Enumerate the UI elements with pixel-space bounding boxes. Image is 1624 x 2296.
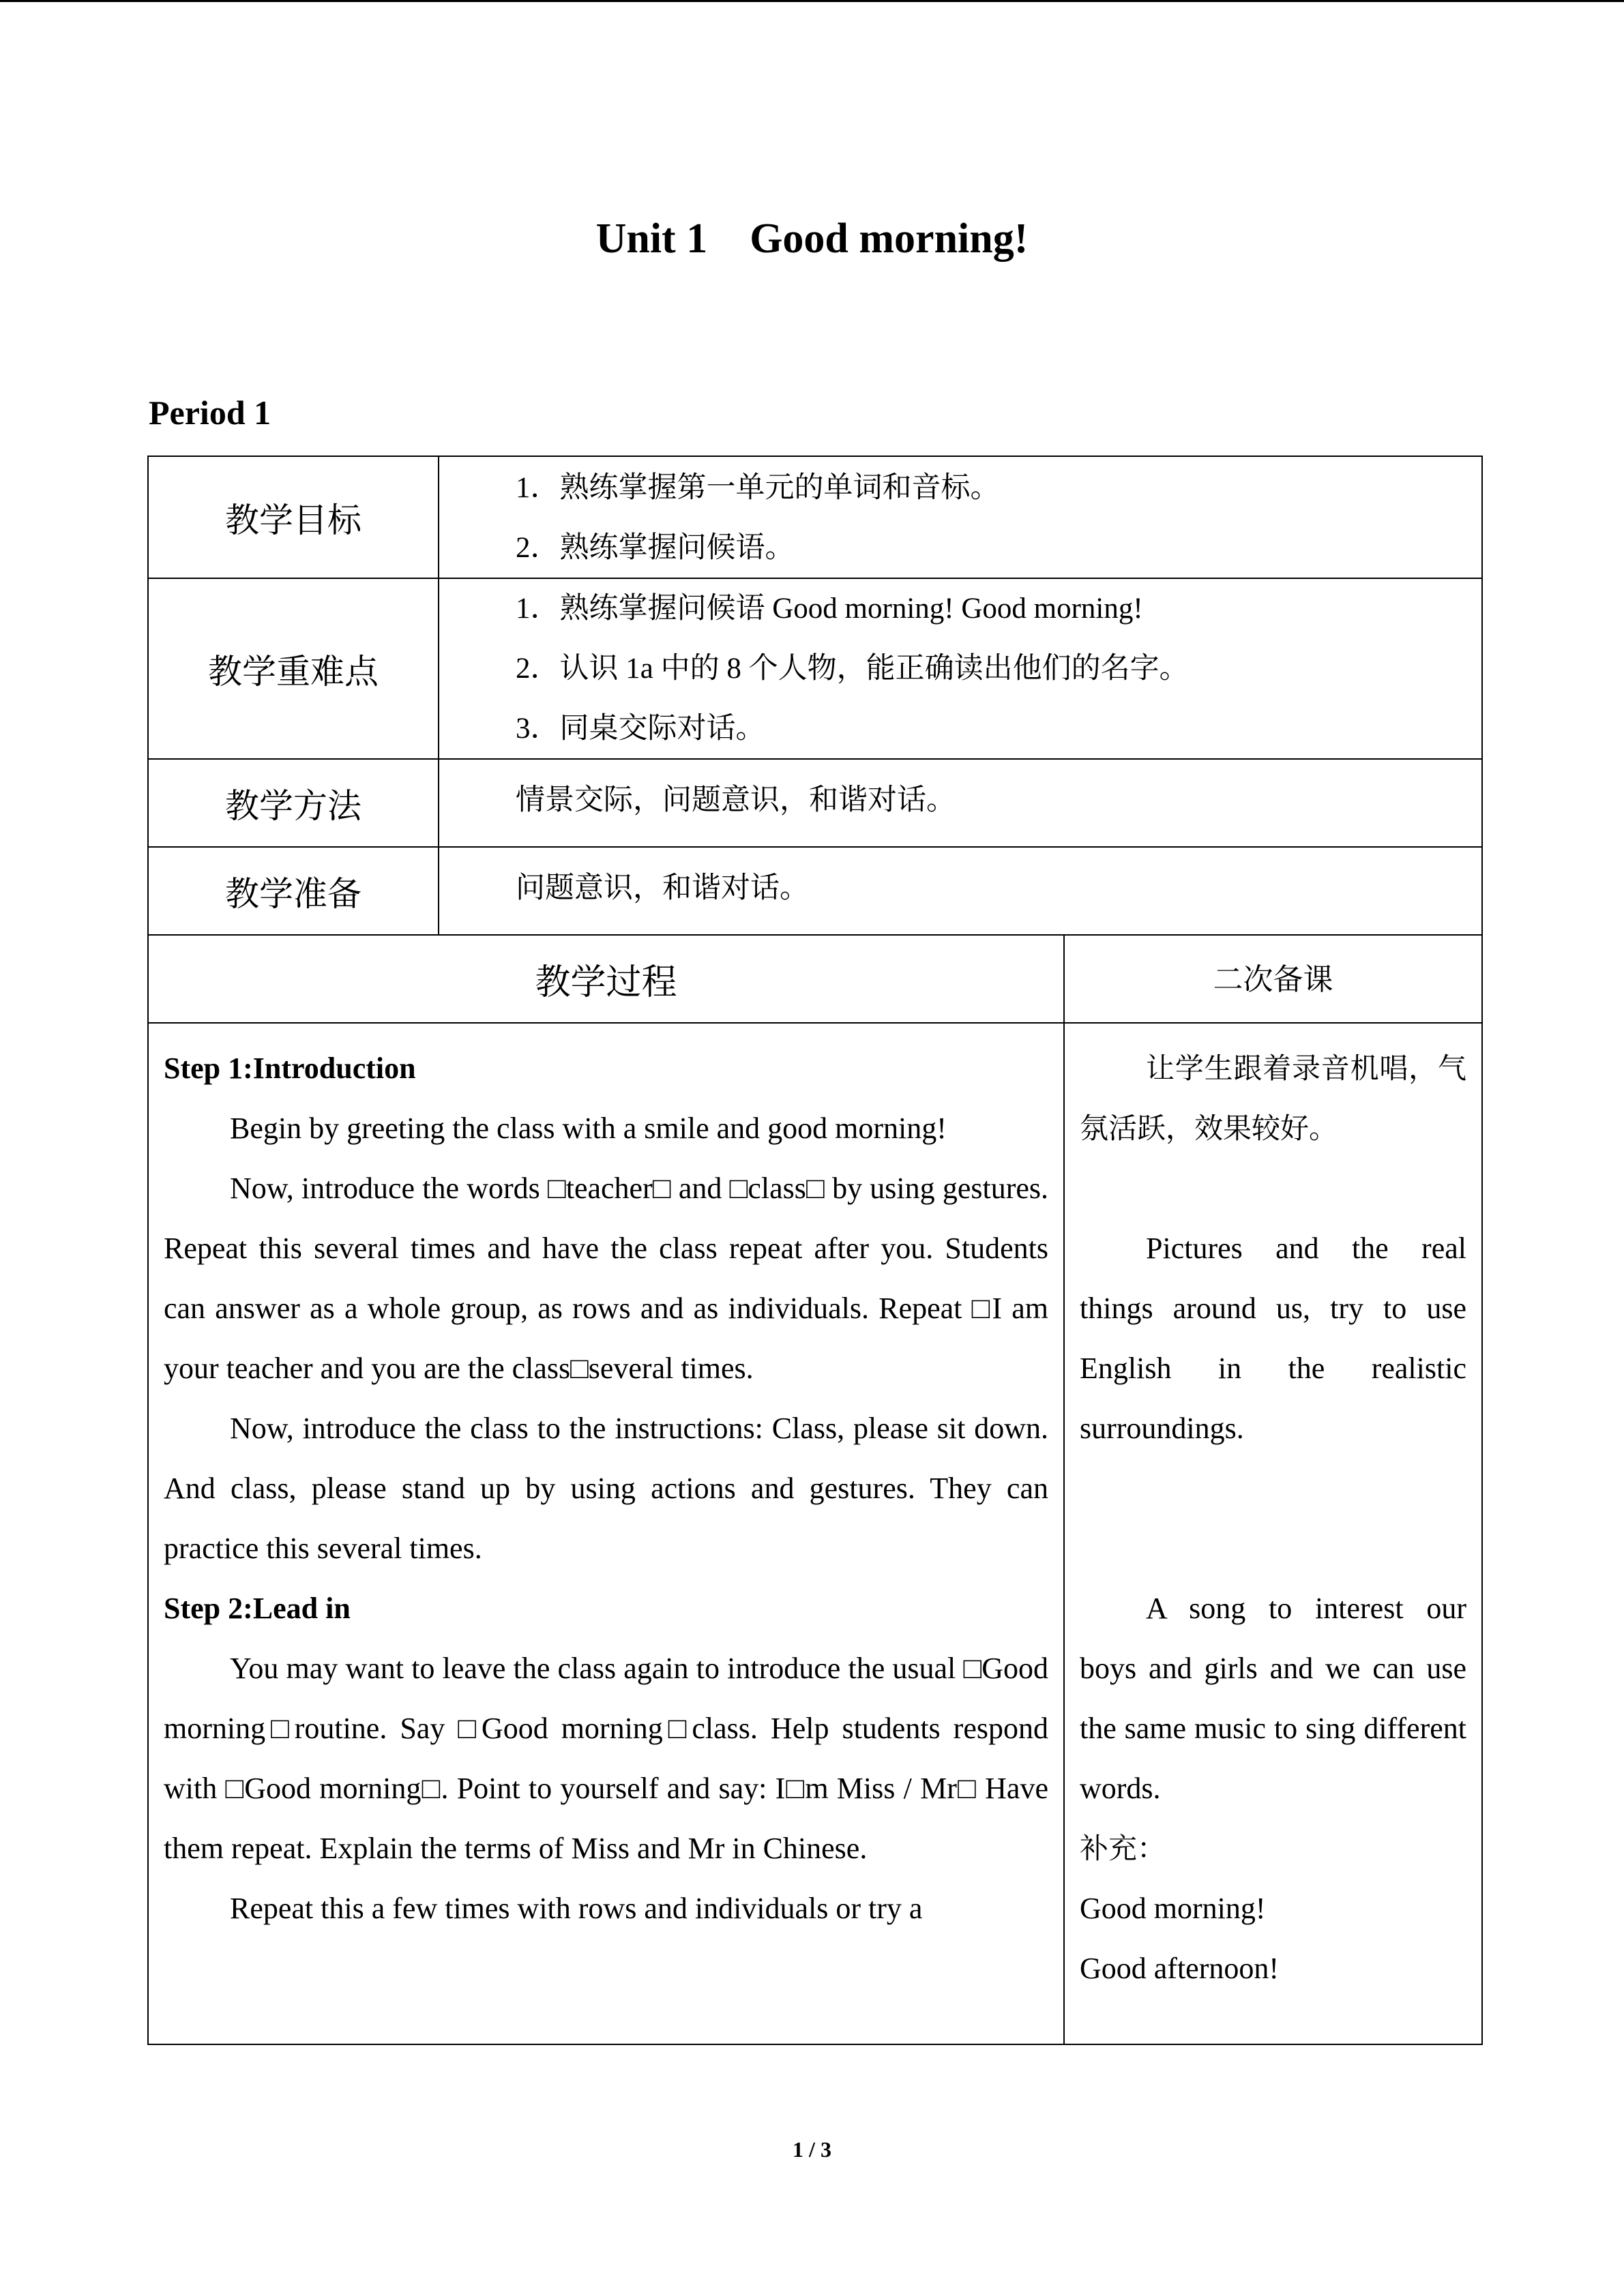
difficulty-line: 3．同桌交际对话。	[516, 713, 765, 745]
preparation-line: 问题意识，和谐对话。	[516, 871, 809, 904]
process-paragraph: Repeat this a few times with rows and individuals or try a	[230, 1892, 923, 1925]
process-paragraph: Now, introduce the words □teacher□ and □class□ by using gestures. Repeat this several times and have the class repeat after you. Students can answer as a whole group, as rows and as individuals. Repeat □I am your teacher and you are the class□several times.	[164, 1172, 1048, 1385]
difficulty-line: 2．认识 1a 中的 8 个人物，能正确读出他们的名字。	[516, 653, 1189, 685]
top-border-line	[0, 0, 1624, 2]
process-paragraph: Now, introduce the class to the instructions: Class, please sit down. And class, please stand up by using actions and gestures. They can practice this several times.	[164, 1412, 1048, 1565]
difficulty-line: 1．熟练掌握问候语 Good morning! Good morning!	[516, 593, 1143, 625]
label-teaching-preparation: 教学准备	[147, 846, 439, 936]
content-teaching-objectives	[438, 456, 1483, 579]
content-teaching-methods	[438, 758, 1483, 848]
second-preparation-header: 二次备课	[1063, 934, 1483, 1024]
objective-line: 1．熟练掌握第一单元的单词和音标。	[516, 472, 1000, 504]
label-key-difficulties: 教学重难点	[147, 578, 439, 760]
period-heading: Period 1	[149, 393, 271, 432]
label-teaching-methods: 教学方法	[147, 758, 439, 848]
content-teaching-preparation	[438, 846, 1483, 936]
supplement-label: 补充：	[1080, 1832, 1166, 1865]
note-recorder: 让学生跟着录音机唱，气氛活跃，效果较好。	[1080, 1052, 1466, 1145]
teaching-process-header: 教学过程	[147, 934, 1065, 1024]
process-paragraph: You may want to leave the class again to introduce the usual □Good morning□routine. Say □Good morning□class. Help students respond with □Good morning□. Point to yourself and say: I□m Miss / Mr□ Have them repeat. Explain the terms of Miss and Mr in Chinese.	[164, 1652, 1048, 1865]
content-key-difficulties	[438, 578, 1483, 760]
note-song: A song to interest our boys and girls and we can use the same music to sing different words.	[1080, 1592, 1466, 1805]
second-preparation-notes	[1063, 1022, 1483, 2045]
teaching-process-content	[147, 1022, 1065, 2045]
supplement-phrase: Good afternoon!	[1080, 1952, 1280, 1985]
step-heading: Step 2:Lead in	[164, 1592, 351, 1625]
process-paragraph: Begin by greeting the class with a smile and good morning!	[230, 1112, 947, 1145]
objective-line: 2．熟练掌握问候语。	[516, 532, 795, 564]
note-pictures: Pictures and the real things around us, try to use English in the realistic surroundings.	[1080, 1232, 1466, 1445]
method-line: 情景交际，问题意识，和谐对话。	[516, 784, 956, 816]
label-teaching-objectives: 教学目标	[147, 456, 439, 579]
page-title: Unit 1 Good morning!	[595, 215, 1029, 262]
supplement-phrase: Good morning!	[1080, 1892, 1266, 1925]
page-number: 1 / 3	[793, 2137, 831, 2162]
step-heading: Step 1:Introduction	[164, 1052, 416, 1085]
